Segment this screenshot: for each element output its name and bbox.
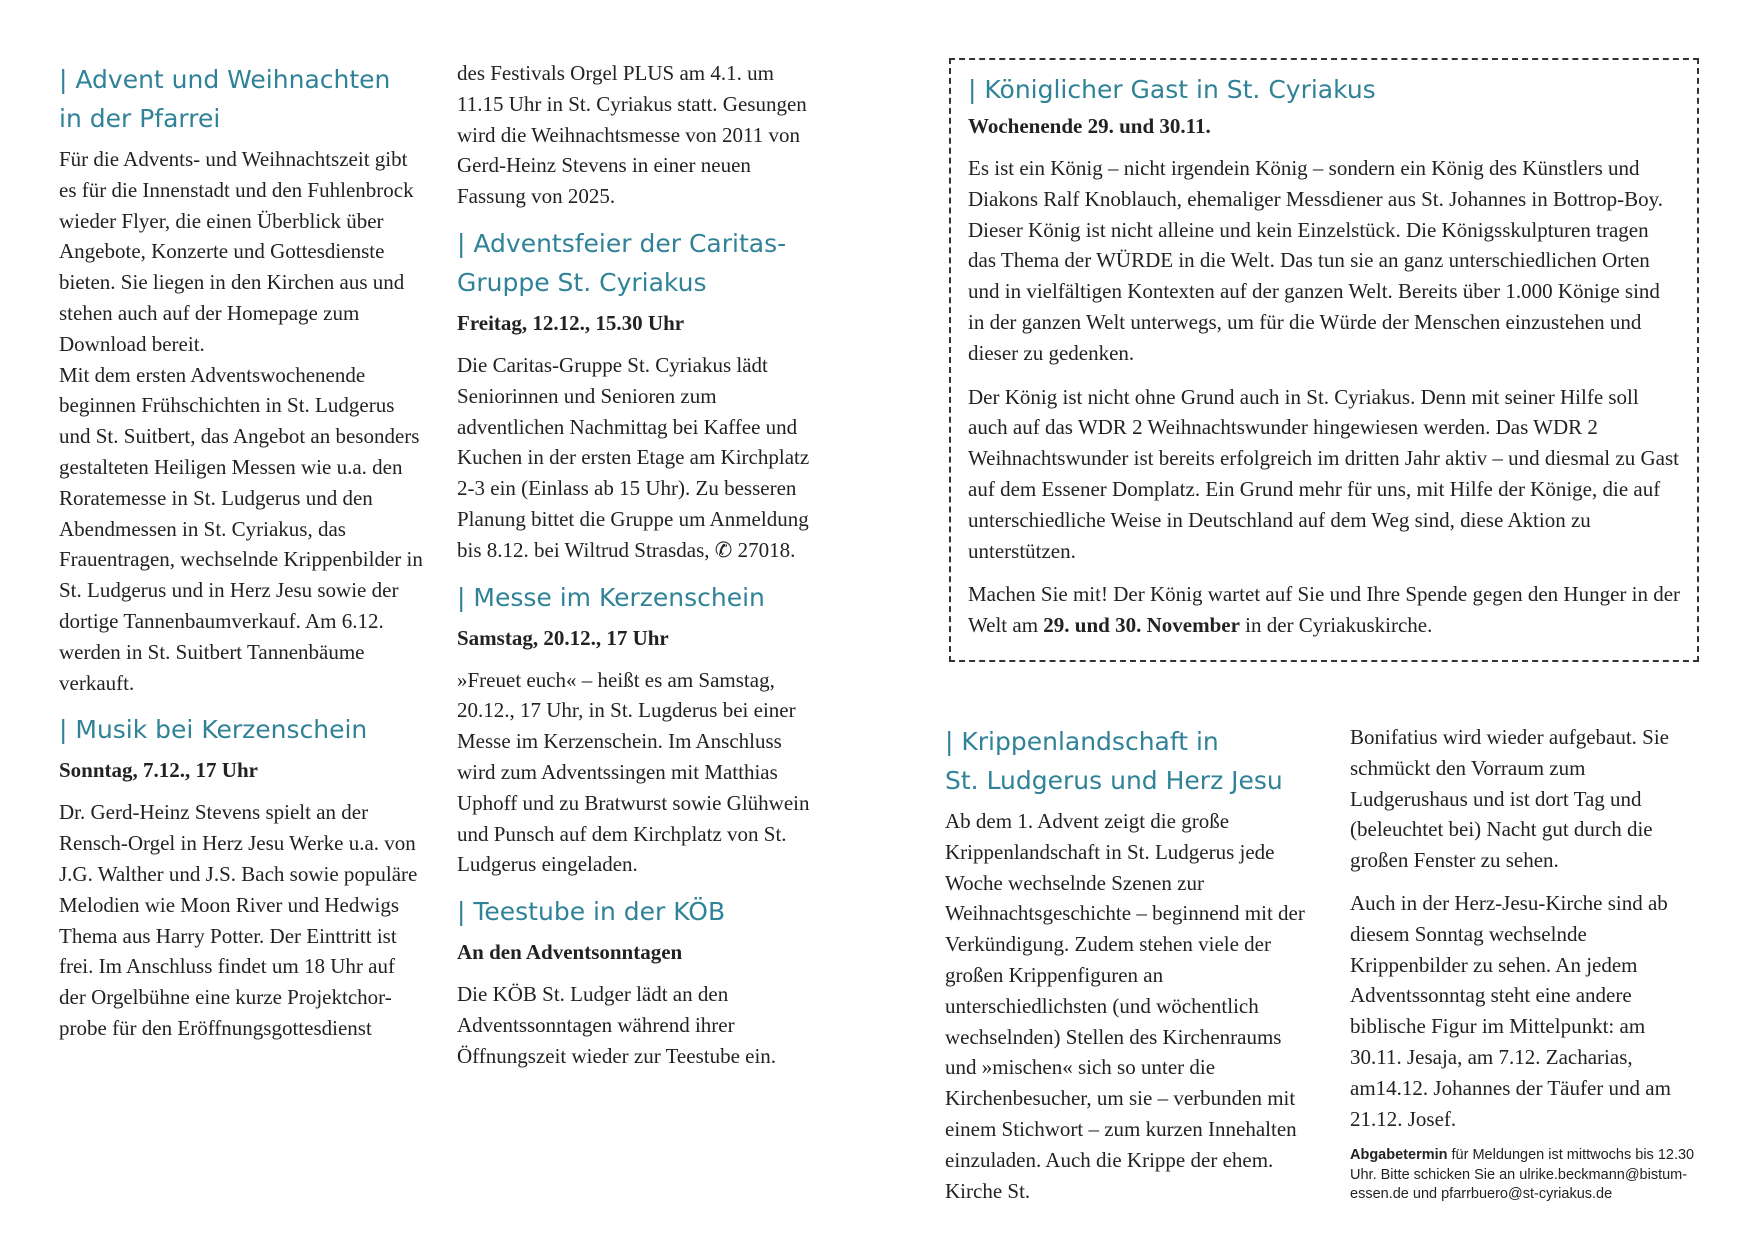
date-koeniglicher-gast: Wochenende 29. und 30.11. [968,114,1211,138]
heading-line-2: St. Ludgerus und Herz Jesu [945,766,1283,795]
heading-teestube: | Teestube in der KÖB [457,897,726,927]
date-teestube: An den Adventsonntagen [457,940,683,965]
heading-line-1: | Krippenlandschaft in [945,727,1219,756]
paragraph-teestube: Die KÖB St. Ludger lädt an den Adventssonntagen während ihrer Öffnungszeit wieder zur Teestube ein. [457,982,777,1068]
heading-caritas-adventsfeier: | Adventsfeier der Caritas-Gruppe St. Cyriakus [457,228,787,297]
paragraph-krippenlandschaft: Ab dem 1. Advent zeigt die große Krippenlandschaft in St. Ludgerus jede Woche wechselnde Szenen zur Weihnachtsgeschichte – beginnend mit der Verkündigung. Zudem stehen viele der großen Krippenfiguren an unterschiedlichsten (und wöchentlich wechselnden) Stellen des Kirchenraums und »mischen« sich so unter die Kirchenbesucher, um sie – verbunden mit einem Stichwort – zum kurzen Innehalten einzuladen. Auch die Krippe der ehem. Kirche St. [945,809,1305,1203]
date-caritas-adventsfeier: Freitag, 12.12., 15.30 Uhr [457,310,685,335]
paragraph-fruehschichten: Mit dem ersten Adventswochenende beginnen Frühschichten in St. Ludgerus und St. Suitbert, das Angebot an besonders gestalteten Heiligen Messen wie u.a. den Roratemesse in St. Ludgerus und den Abendmessen in St. Cyriakus, das Frauentragen, wechselnde Krippenbilder in St. Ludgerus und in Herz Jesu sowie der dortige Tannenbaumverkauf. Am 6.12. werden in St. Suitbert Tannenbäume verkauft. [59,362,423,695]
submission-deadline-note [1350,1146,1700,1205]
koeniglicher-gast-box [949,58,1699,662]
paragraph-musik-kerzenschein: Dr. Gerd-Heinz Stevens spielt an der Rensch-Orgel in Herz Jesu Werke u.a. von J.G. Walther und J.S. Bach sowie populäre Melodien wie Moon River und Hedwigs Thema aus Harry Potter. Der Einttritt ist frei. Im Anschluss findet um 18 Uhr auf der Orgelbühne eine kurze Projektchor-probe für den Eröffnungsgottesdienst [59,800,418,1040]
heading-koeniglicher-gast: | Königlicher Gast in St. Cyriakus [968,75,1376,104]
column-2 [457,58,817,1084]
heading-advent-weihnachten [59,60,424,138]
paragraph-herz-jesu-krippenbilder: Auch in der Herz-Jesu-Kirche sind ab diesem Sonntag wechselnde Krippenbilder zu sehen. An jedem Adventssonntag steht eine andere biblische Figur im Mittelpunkt: am 30.11. Jesaja, am 7.12. Zacharias, am14.12. Johannes der Täufer und am 21.12. Josef. [1350,890,1671,1131]
deadline-label: Abgabetermin [1350,1147,1448,1164]
paragraph-koenig-intro: Es ist ein König – nicht irgendein König – sondern ein König des Künstlers und Diakons Ralf Knoblauch, ehemaliger Messdiener aus St. Johannes in Bottrop-Boy. Dieser König ist nicht alleine und kein Einzelstück. Die Königsskulpturen tragen das Thema der WÜRDE in die Welt. Das tun sie an ganz unterschiedlichen Orten und in vielfältigen Kontexten auf der ganzen Welt. Bereits über 1.000 Könige sind in der ganzen Welt unterwegs, um für die Würde der Menschen einzustehen und dieser zu gedenken. [968,156,1664,365]
date-musik-kerzenschein: Sonntag, 7.12., 17 Uhr [59,758,258,783]
paragraph-mitmachen [968,579,1681,641]
column-3 [945,722,1305,1218]
mitmachen-text-2: in der Cyriakuskirche. [1239,613,1433,638]
paragraph-weihnachtswunder: Der König ist nicht ohne Grund auch in St. Cyriakus. Denn mit seiner Hilfe soll auch auf das WDR 2 Weihnachtswunder hingewiesen werden. Das WDR 2 Weihnachtswunder ist bereits erfolgreich im dritten Jahr aktiv – und diesmal zu Gast auf dem Essener Domplatz. Ein Grund mehr für uns, mit Hilfe der Könige, die auf unterschiedliche Weise in Deutschland auf dem Weg sind, diese Aktion zu unterstützen. [968,384,1679,563]
mitmachen-text-1: Machen Sie mit! Der König wartet auf Sie und Ihre Spende gegen den Hunger in der Welt am [968,582,1681,638]
mitmachen-date-bold: 29. und 30. November [1043,613,1240,638]
heading-krippenlandschaft [945,722,1305,800]
paragraph-caritas-adventsfeier: Die Caritas-Gruppe St. Cyriakus lädt Seniorinnen und Senioren zum adventlichen Nachmittag bei Kaffee und Kuchen in der ersten Etage am Kirchplatz 2-3 ein (Einlass ab 15 Uhr). Zu besseren Planung bittet die Gruppe um Anmeldung bis 8.12. bei Wiltrud Strasdas, ✆ 27018. [457,352,810,562]
paragraph-flyer: Für die Advents- und Weihnachtszeit gibt es für die Innenstadt und den Fuhlenbrock wieder Flyer, die einen Überblick über Angebote, Konzerte und Gottesdienste bieten. Sie liegen in den Kirchen aus und stehen auch auf der Homepage zum Download bereit. [59,147,414,356]
deadline-text: für Meldungen ist mittwochs bis 12.30 Uhr. Bitte schicken Sie an ulrike.beckmann@bistum-essen.de und pfarrbuero@st-cyriakus.de [1350,1147,1695,1203]
heading-musik-kerzenschein: | Musik bei Kerzenschein [59,715,368,745]
heading-line-2: in der Pfarrei [59,104,221,133]
paragraph-bonifatius: Bonifatius wird wieder aufgebaut. Sie schmückt den Vorraum zum Ludgerushaus und ist dort Tag und (beleuchtet bei) Nacht gut durch die großen Fenster zu sehen. [1350,725,1669,873]
column-1 [59,60,424,1056]
paragraph-messe-kerzenschein: »Freuet euch« – heißt es am Samstag, 20.12., 17 Uhr, in St. Lugderus bei einer Messe im Kerzenschein. Im Anschluss wird zum Adventssingen mit Matthias Uphoff und zu Bratwurst sowie Glühwein und Punsch auf dem Kirchplatz von St. Ludgerus eingeladen. [457,667,810,877]
heading-messe-kerzenschein: | Messe im Kerzenschein [457,582,765,612]
heading-line-1: | Advent und Weihnachten [59,65,391,94]
paragraph-festival-continuation: des Festivals Orgel PLUS am 4.1. um 11.15 Uhr in St. Cyriakus statt. Gesungen wird die Weihnachtsmesse von 2011 von Gerd-Heinz Stevens in einer neuen Fassung von 2025. [457,61,807,209]
column-4 [1350,722,1700,1205]
date-messe-kerzenschein: Samstag, 20.12., 17 Uhr [457,625,669,650]
